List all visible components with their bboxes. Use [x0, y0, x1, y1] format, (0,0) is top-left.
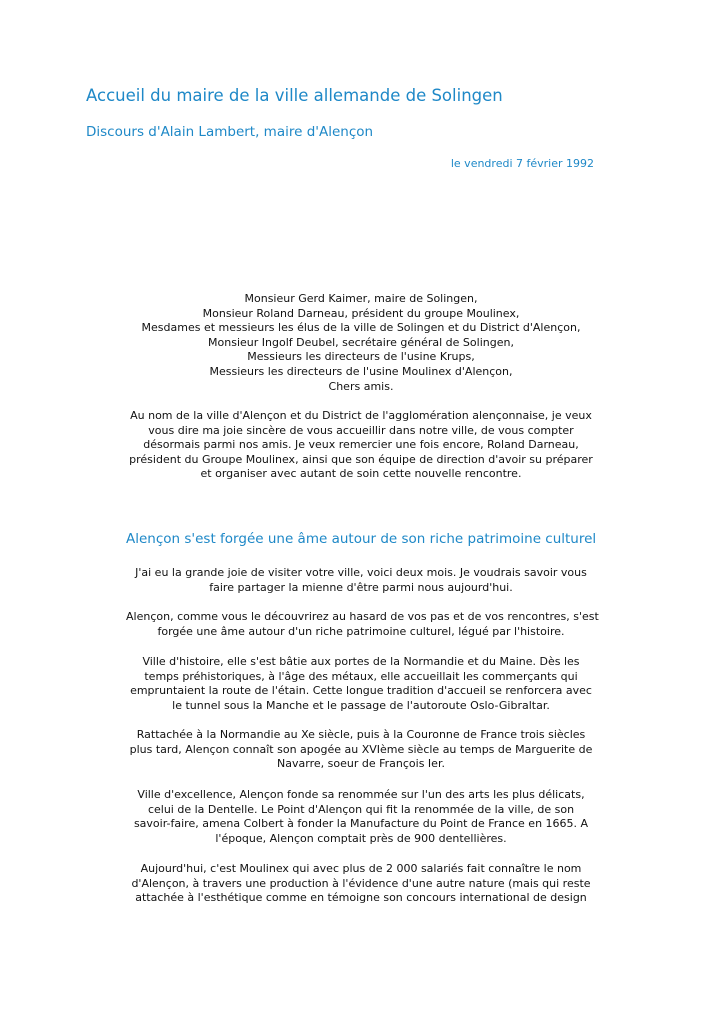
body-paragraph [126, 610, 599, 639]
document-subtitle: Discours d'Alain Lambert, maire d'Alençon [86, 124, 374, 140]
salutation-line: Monsieur Gerd Kaimer, maire de Solingen, [244, 292, 478, 305]
paragraph-line: Alençon, comme vous le découvrirez au hasard de vos pas et de vos rencontres, s'est [126, 610, 599, 623]
paragraph-line: forgée une âme autour d'un riche patrimoine culturel, légué par l'histoire. [157, 624, 565, 638]
paragraph-line: temps préhistoriques, à l'âge des métaux, elle accueillait les commerçants qui [144, 669, 578, 683]
paragraph-line: d'Alençon, à travers une production à l'évidence d'une autre nature (mais qui reste [131, 876, 591, 890]
paragraph-line: vous dire ma joie sincère de vous accueillir dans notre ville, de vous compter [148, 423, 574, 437]
salutation-line: Mesdames et messieurs les élus de la ville de Solingen et du District d'Alençon, [141, 321, 581, 335]
paragraph-line: attachée à l'esthétique comme en témoigne son concours international de design [135, 891, 587, 905]
paragraph-line: président du Groupe Moulinex, ainsi que son équipe de direction d'avoir su préparer [129, 452, 593, 466]
body-paragraph [126, 788, 596, 846]
paragraph-line: Au nom de la ville d'Alençon et du District de l'agglomération alençonnaise, je veux [130, 409, 592, 422]
paragraph-line: l'époque, Alençon comptait près de 900 dentellières. [215, 831, 507, 845]
salutations-block [126, 292, 596, 394]
paragraph-line: savoir-faire, amena Colbert à fonder la Manufacture du Point de France en 1665. A [133, 817, 589, 831]
body-paragraph [126, 566, 596, 595]
body-paragraph [126, 655, 596, 713]
paragraph-line: et organiser avec autant de soin cette nouvelle rencontre. [200, 467, 522, 481]
paragraph-line: Ville d'excellence, Alençon fonde sa renommée sur l'un des arts les plus délicats, [137, 788, 585, 801]
body-paragraph [126, 862, 596, 906]
paragraph-line: Navarre, soeur de François Ier. [277, 757, 445, 771]
paragraph-line: faire partager la mienne d'être parmi nous aujourd'hui. [209, 580, 513, 594]
paragraph-line: le tunnel sous la Manche et le passage de l'autoroute Oslo-Gibraltar. [172, 698, 550, 712]
salutation-line: Messieurs les directeurs de l'usine Moulinex d'Alençon, [209, 364, 513, 378]
salutation-line: Monsieur Ingolf Deubel, secrétaire général de Solingen, [208, 335, 514, 349]
paragraph-line: celui de la Dentelle. Le Point d'Alençon qui fit la renommée de la ville, de son [147, 802, 575, 816]
paragraph-line: Ville d'histoire, elle s'est bâtie aux portes de la Normandie et du Maine. Dès les [142, 655, 580, 668]
salutation-line: Monsieur Roland Darneau, président du groupe Moulinex, [202, 306, 520, 320]
section-heading: Alençon s'est forgée une âme autour de son riche patrimoine culturel [126, 531, 597, 547]
salutation-line: Messieurs les directeurs de l'usine Krups, [247, 350, 475, 364]
paragraph-line: Aujourd'hui, c'est Moulinex qui avec plus de 2 000 salariés fait connaître le nom [140, 862, 582, 875]
speech-date: le vendredi 7 février 1992 [450, 157, 594, 170]
intro-paragraph [126, 409, 596, 482]
paragraph-line: plus tard, Alençon connaît son apogée au XVIème siècle au temps de Marguerite de [129, 742, 593, 756]
paragraph-line: empruntaient la route de l'étain. Cette longue tradition d'accueil se renforcera avec [130, 684, 592, 698]
paragraph-line: désormais parmi nos amis. Je veux remercier une fois encore, Roland Darneau, [143, 438, 579, 452]
body-paragraph [126, 728, 596, 772]
salutation-line: Chers amis. [328, 379, 394, 393]
paragraph-line: J'ai eu la grande joie de visiter votre ville, voici deux mois. Je voudrais savoir vous [135, 566, 587, 579]
paragraph-line: Rattachée à la Normandie au Xe siècle, puis à la Couronne de France trois siècles [136, 728, 586, 741]
document-title: Accueil du maire de la ville allemande de Solingen [86, 86, 503, 105]
